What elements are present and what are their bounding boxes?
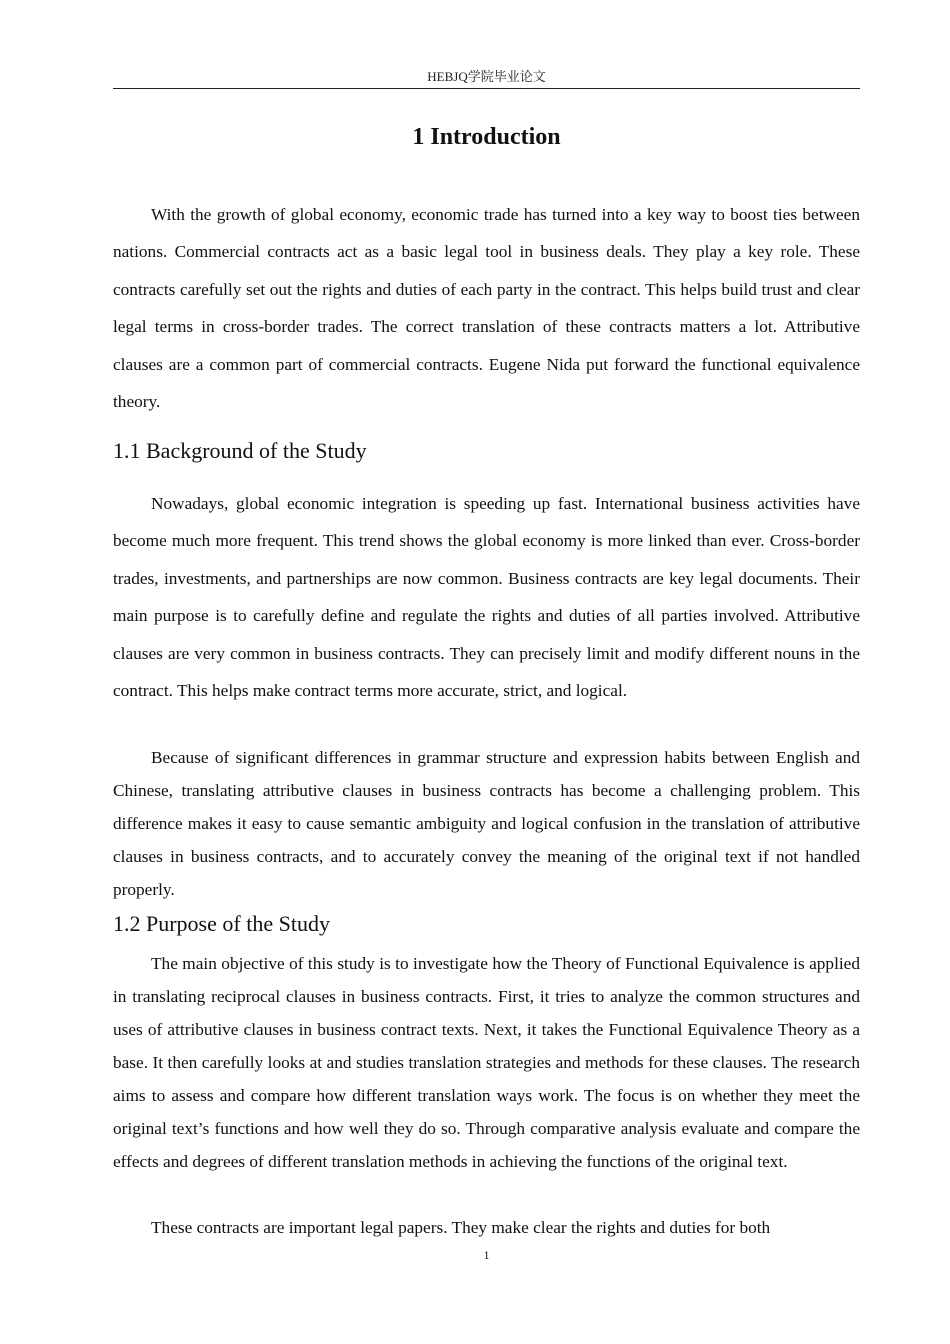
page-number: 1 <box>483 1248 490 1262</box>
purpose-paragraph-1: The main objective of this study is to investigate how the Theory of Functional Equivalence is applied in translating reciprocal clauses in business contracts. First, it tries to analyze the common structures and uses of attributive clauses in business contract texts. Next, it takes the Functional Equivalence Theory as a base. It then carefully looks at and studies translation strategies and methods for these clauses. The research aims to assess and compare how different translation ways work. The focus is on whether they meet the original text’s functions and how well they do so. Through comparative analysis evaluate and compare the effects and degrees of different translation methods in achieving the functions of the original text. <box>113 954 860 1171</box>
background-paragraph-1: Nowadays, global economic integration is speeding up fast. International business activities have become much more frequent. This trend shows the global economy is more linked than ever. Cross-border trades, investments, and partnerships are now common. Business contracts are key legal documents. Their main purpose is to carefully define and regulate the rights and duties of all parties involved. Attributive clauses are very common in business contracts. They can precisely limit and modify different nouns in the contract. This helps make contract terms more accurate, strict, and logical. <box>113 494 860 701</box>
header-divider <box>113 88 860 89</box>
section-heading-purpose: 1.2 Purpose of the Study <box>113 911 330 936</box>
running-header: HEBJQ学院毕业论文 <box>427 69 546 84</box>
chapter-title: 1 Introduction <box>412 124 561 150</box>
intro-paragraph: With the growth of global economy, economic trade has turned into a key way to boost ties between nations. Commercial contracts act as a basic legal tool in business deals. They play a key role. These contracts carefully set out the rights and duties of each party in the contract. This helps build trust and clear legal terms in cross-border trades. The correct translation of these contracts matters a lot. Attributive clauses are a common part of commercial contracts. Eugene Nida put forward the functional equivalence theory. <box>113 205 860 412</box>
section-heading-background: 1.1 Background of the Study <box>113 438 367 463</box>
purpose-paragraph-2: These contracts are important legal papers. They make clear the rights and duties for both <box>151 1218 771 1237</box>
background-paragraph-2: Because of significant differences in grammar structure and expression habits between English and Chinese, translating attributive clauses in business contracts has become a challenging problem. This difference makes it easy to cause semantic ambiguity and logical confusion in the translation of attributive clauses in business contracts, and to accurately convey the meaning of the original text if not handled properly. <box>113 748 860 899</box>
